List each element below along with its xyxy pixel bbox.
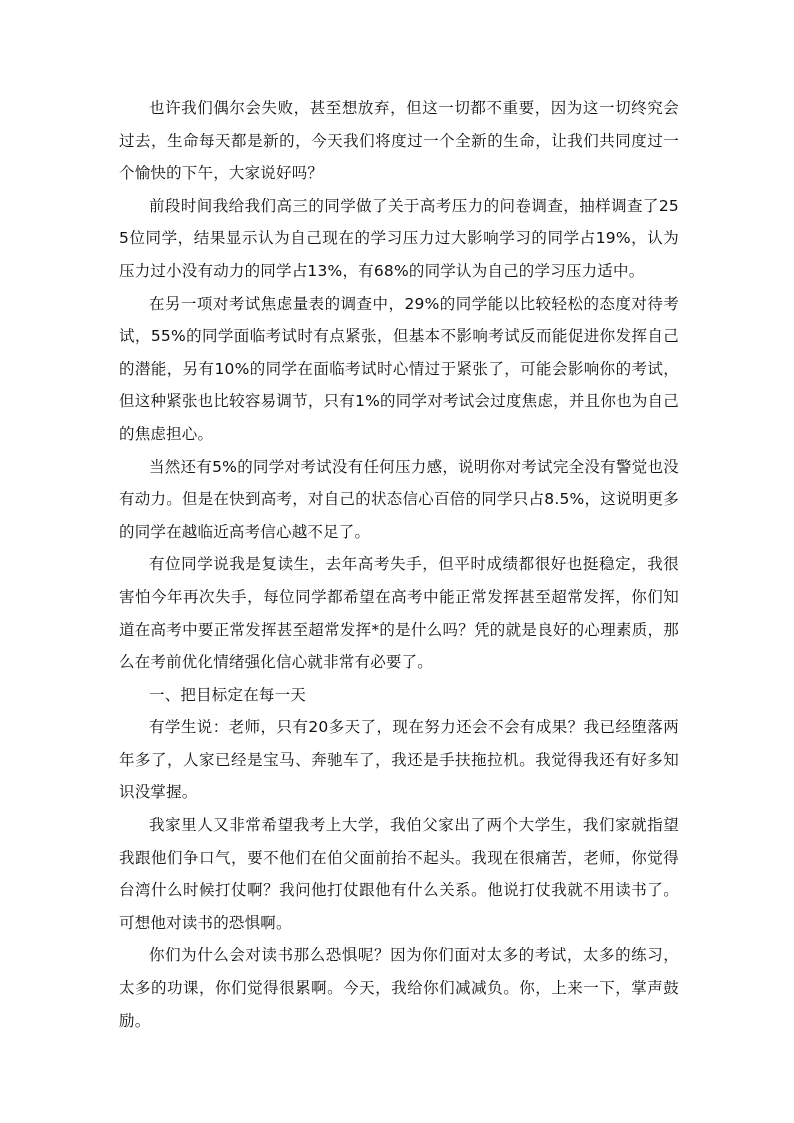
- paragraph-family-pressure: 我家里人又非常希望我考上大学，我伯父家出了两个大学生，我们家就指望我跟他们争口气，要不他们在伯父面前抬不起头。我现在很痛苦，老师，你觉得台湾什么时候打仗啊？我问他打仗跟他有什么关系。他说打仗我就不用读书了。可想他对读书的恐惧啊。: [119, 816, 679, 932]
- paragraph-anxiety-scale: 在另一项对考试焦虑量表的调查中，29%的同学能以比较轻松的态度对待考试，55%的同学面临考试时有点紧张，但基本不影响考试反而能促进你发挥自己的潜能，另有10%的同学在面临考试时心情过于紧张了，可能会影响你的考试，但这种紧张也比较容易调节，只有1%的同学对考试会过度焦虑，并且你也为自己的焦虑担心。: [119, 294, 679, 443]
- paragraph-opening: 也许我们偶尔会失败，甚至想放弃，但这一切都不重要，因为这一切终究会过去，生命每天都是新的，今天我们将度过一个全新的生命，让我们共同度过一个愉快的下午，大家说好吗？: [119, 99, 679, 183]
- paragraph-fear-of-study: 你们为什么会对读书那么恐惧呢？因为你们面对太多的考试，太多的练习，太多的功课，你们觉得很累啊。今天，我给你们减减负。你，上来一下，掌声鼓励。: [119, 946, 679, 1030]
- paragraph-student-question: 有学生说：老师，只有20多天了，现在努力还会不会有成果？我已经堕落两年多了，人家已经是宝马、奔驰车了，我还是手扶拖拉机。我觉得我还有好多知识没掌握。: [119, 718, 679, 802]
- document-body: [119, 92, 679, 1037]
- section-heading: 一、把目标定在每一天: [149, 685, 307, 704]
- paragraph-survey: 前段时间我给我们高三的同学做了关于高考压力的问卷调查，抽样调查了255位同学，结果显示认为自己现在的学习压力过大影响学习的同学占19%，认为压力过小没有动力的同学占13%，有68%的同学认为自己的学习压力适中。: [119, 196, 679, 280]
- paragraph-no-pressure: 当然还有5%的同学对考试没有任何压力感，说明你对考试完全没有警觉也没有动力。但是在快到高考，对自己的状态信心百倍的同学只占8.5%，这说明更多的同学在越临近高考信心越不足了。: [119, 457, 679, 541]
- paragraph-repeat-student: 有位同学说我是复读生，去年高考失手，但平时成绩都很好也挺稳定，我很害怕今年再次失手，每位同学都希望在高考中能正常发挥甚至超常发挥，你们知道在高考中要正常发挥甚至超常发挥*的是什么吗？凭的就是良好的心理素质，那么在考前优化情绪强化信心就非常有必要了。: [119, 555, 679, 672]
